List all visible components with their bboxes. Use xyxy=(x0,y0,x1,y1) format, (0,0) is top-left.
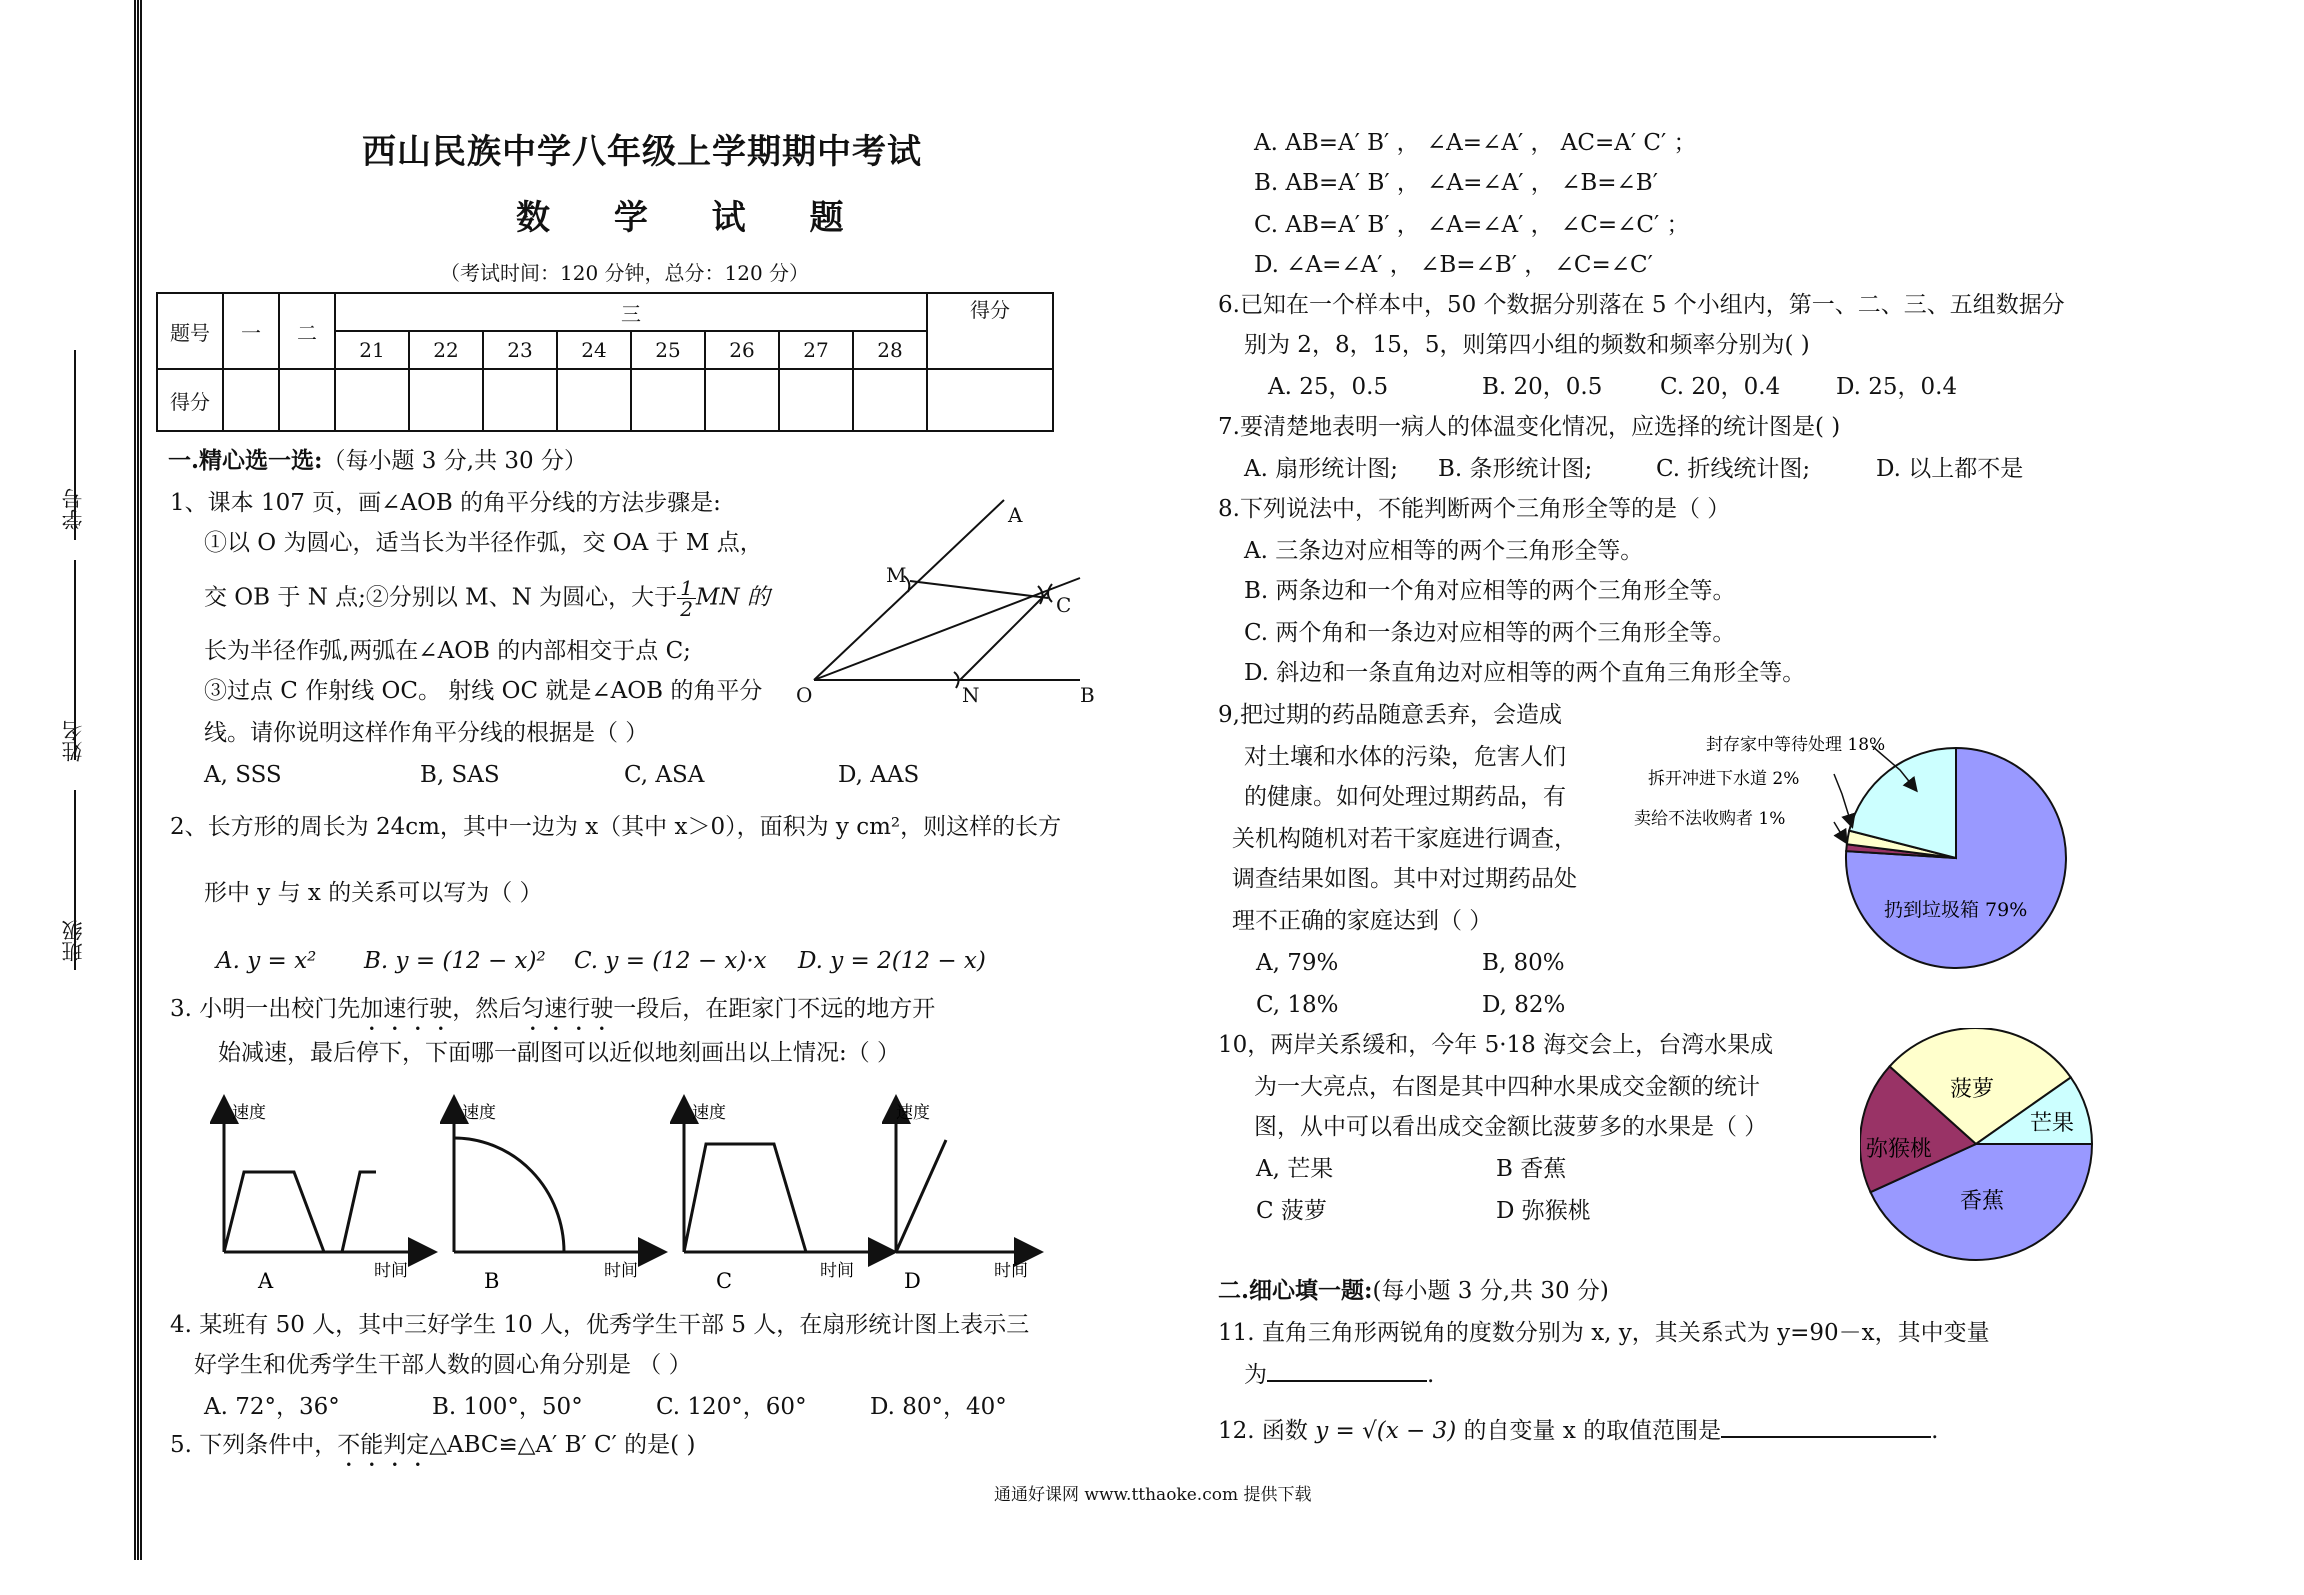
q7-option-c: C. 折线统计图; xyxy=(1656,456,1811,482)
score-table-sub: 23 xyxy=(483,331,557,369)
q3-graph-b xyxy=(440,1090,680,1290)
q11-answer-blank[interactable] xyxy=(1267,1358,1427,1382)
graph-d-ylabel: 速度 xyxy=(896,1103,930,1123)
q11-line1: 11. 直角三角形两锐角的度数分别为 x, y，其关系式为 y=90－x，其中变量 xyxy=(1218,1320,1990,1346)
q2-option-a: A. y = x² xyxy=(216,948,317,974)
q11-period: . xyxy=(1427,1362,1435,1388)
q9-pie-chart xyxy=(1620,722,2080,992)
score-cell xyxy=(409,369,483,431)
section1-title-rest: （每小题 3 分,共 30 分） xyxy=(322,448,587,474)
footer: 通通好课网 www.tthaoke.com 提供下载 xyxy=(994,1485,1312,1505)
score-table-sub: 21 xyxy=(335,331,409,369)
q4-option-b: B. 100°，50° xyxy=(432,1394,583,1420)
q1-angle-figure xyxy=(790,490,1110,710)
q5-emphasis: 不能判定 xyxy=(337,1432,430,1458)
score-cell xyxy=(853,369,927,431)
score-table-row-label: 得分 xyxy=(157,369,223,431)
q3-graph-c xyxy=(670,1090,910,1290)
q12-post: 的自变量 x 的取值范围是 xyxy=(1463,1418,1722,1444)
q1-line3 xyxy=(204,578,770,619)
section2-title-bold: 二.细心填一题: xyxy=(1218,1277,1373,1304)
q1-line4: 长为半径作弧,两弧在∠AOB 的内部相交于点 C; xyxy=(204,638,691,664)
q1-line3b: MN 的 xyxy=(695,584,770,611)
q5-line1 xyxy=(170,1430,695,1472)
q3-line1-post: 一段后，在距家门不远的地方开 xyxy=(613,996,936,1022)
q1-frac-num: 1 xyxy=(677,578,696,599)
q2-option-d: D. y = 2(12 − x) xyxy=(798,948,986,974)
student-no-label: 学号 xyxy=(61,488,85,530)
class-blank xyxy=(74,790,76,970)
q12-pre: 12. 函数 xyxy=(1218,1418,1308,1444)
q10-option-a: A, 芒果 xyxy=(1256,1156,1334,1182)
q3-line1-pre: 3. 小明一出校门先 xyxy=(170,996,361,1022)
q2-line2: 形中 y 与 x 的关系可以写为（ ） xyxy=(204,880,543,906)
score-cell xyxy=(705,369,779,431)
binding-line-inner xyxy=(140,0,142,1560)
q4-option-c: C. 120°，60° xyxy=(656,1394,807,1420)
q7-option-b: B. 条形统计图; xyxy=(1438,456,1593,482)
q4-line1: 4. 某班有 50 人，其中三好学生 10 人，优秀学生干部 5 人，在扇形统计图上表示三 xyxy=(170,1312,1030,1338)
student-no-blank xyxy=(74,350,76,540)
graph-a-curve-1 xyxy=(224,1172,324,1252)
score-cell xyxy=(335,369,409,431)
q12-formula: y = √(x − 3) xyxy=(1315,1418,1457,1444)
q7-line1: 7.要清楚地表明一病人的体温变化情况，应选择的统计图是( ) xyxy=(1218,414,1841,440)
score-table-sub: 27 xyxy=(779,331,853,369)
label-a: A xyxy=(1008,503,1023,527)
score-cell xyxy=(927,369,1053,431)
q8-option-c: C. 两个角和一条边对应相等的两个三角形全等。 xyxy=(1244,620,1736,646)
score-table-col-1: 一 xyxy=(223,293,279,369)
score-table-sub: 25 xyxy=(631,331,705,369)
q9-line6: 理不正确的家庭达到（ ） xyxy=(1232,908,1493,934)
q9-option-c: C, 18% xyxy=(1256,992,1339,1018)
q2-option-b: B. y = (12 − x)² xyxy=(364,948,546,974)
q6-option-a: A. 25，0.5 xyxy=(1268,374,1389,400)
q9-line3: 的健康。如何处理过期药品，有 xyxy=(1244,784,1566,810)
q9-line1: 9,把过期的药品随意丢弃，会造成 xyxy=(1218,702,1562,728)
label-m: M xyxy=(886,563,907,587)
pie2-label-mango: 芒果 xyxy=(2030,1111,2075,1136)
ray-oc xyxy=(814,578,1080,680)
q9-option-d: D, 82% xyxy=(1482,992,1566,1018)
q5-option-c: C. AB=A′ B′ ， ∠A=∠A′ ， ∠C=∠C′ ； xyxy=(1254,212,1690,238)
q1-option-b: B, SAS xyxy=(420,762,500,788)
q9-option-a: A, 79% xyxy=(1256,950,1339,976)
q8-option-d: D. 斜边和一条直角边对应相等的两个直角三角形全等。 xyxy=(1244,660,1806,686)
label-o: O xyxy=(796,683,813,707)
graph-c-curve xyxy=(684,1144,806,1252)
q5-option-a: A. AB=A′ B′ ， ∠A=∠A′ ， AC=A′ C′ ； xyxy=(1254,130,1697,156)
q4-option-a: A. 72°，36° xyxy=(204,1394,340,1420)
score-table-total: 得分 xyxy=(927,293,1053,369)
section1-title-bold: 一.精心选一选: xyxy=(168,447,323,474)
q1-fraction xyxy=(677,578,696,619)
q10-option-d: D 弥猴桃 xyxy=(1496,1198,1591,1224)
segment-nc xyxy=(960,592,1048,680)
score-cell xyxy=(779,369,853,431)
arc-c2 xyxy=(1048,584,1052,602)
q1-frac-den: 2 xyxy=(680,597,693,621)
q6-line1: 6.已知在一个样本中，50 个数据分别落在 5 个小组内，第一、二、三、五组数据分 xyxy=(1218,292,2065,318)
q7-option-d: D. 以上都不是 xyxy=(1876,456,2024,482)
q2-line1: 2、长方形的周长为 24cm，其中一边为 x（其中 x＞0），面积为 y cm²，则这样的长方 xyxy=(170,814,1062,840)
q3-emphasis-accelerate: 加速行驶 xyxy=(360,996,453,1022)
score-table xyxy=(156,292,1054,432)
score-table-col-3: 三 xyxy=(335,293,927,331)
q12-answer-blank[interactable] xyxy=(1721,1414,1931,1438)
score-table-sub: 28 xyxy=(853,331,927,369)
graph-b-letter: B xyxy=(484,1269,500,1290)
q10-line2: 为一大亮点，右图是其中四种水果成交金额的统计 xyxy=(1254,1074,1760,1100)
q10-option-c: C 菠萝 xyxy=(1256,1198,1327,1224)
q1-option-a: A, SSS xyxy=(204,762,282,788)
score-table-sub: 22 xyxy=(409,331,483,369)
q6-line2: 别为 2，8，15，5，则第四小组的频数和频率分别为( ) xyxy=(1244,332,1810,358)
q6-option-b: B. 20，0.5 xyxy=(1482,374,1603,400)
q11-line2-text: 为 xyxy=(1244,1362,1267,1388)
q1-option-d: D, AAS xyxy=(838,762,920,788)
graph-a-curve-2 xyxy=(342,1172,376,1252)
q12-line xyxy=(1218,1414,1938,1446)
q5-line1-pre: 5. 下列条件中， xyxy=(170,1432,338,1458)
label-n: N xyxy=(962,683,980,707)
graph-d-curve xyxy=(896,1140,946,1252)
q3-emphasis-uniform: 匀速行驶 xyxy=(521,996,614,1022)
graph-b-ylabel: 速度 xyxy=(462,1103,496,1123)
label-b: B xyxy=(1080,683,1095,707)
graph-d-xlabel: 时间 xyxy=(994,1261,1028,1281)
q1-line2: ①以 O 为圆心，适当长为半径作弧，交 OA 于 M 点， xyxy=(204,530,763,556)
label-c: C xyxy=(1056,593,1072,617)
q5-option-b: B. AB=A′ B′ ， ∠A=∠A′ ， ∠B=∠B′ xyxy=(1254,170,1658,196)
q8-line1: 8.下列说法中，不能判断两个三角形全等的是（ ） xyxy=(1218,496,1731,522)
q10-option-b: B 香蕉 xyxy=(1496,1156,1567,1182)
name-label: 姓名 xyxy=(61,720,85,762)
pie2-label-kiwi: 弥猴桃 xyxy=(1866,1137,1933,1162)
score-table-col-2: 二 xyxy=(279,293,335,369)
score-table-header-label: 题号 xyxy=(157,293,223,369)
q10-line3: 图，从中可以看出成交金额比菠萝多的水果是（ ） xyxy=(1254,1114,1768,1140)
q5-option-d: D. ∠A=∠A′ ， ∠B=∠B′ ， ∠C=∠C′ xyxy=(1254,252,1653,278)
score-cell xyxy=(557,369,631,431)
q8-option-a: A. 三条边对应相等的两个三角形全等。 xyxy=(1244,538,1644,564)
class-label: 班级 xyxy=(61,920,85,962)
q9-line5: 调查结果如图。其中对过期药品处 xyxy=(1232,866,1577,892)
q1-option-c: C, ASA xyxy=(624,762,705,788)
q10-line1: 10，两岸关系缓和，今年 5·18 海交会上，台湾水果成 xyxy=(1218,1032,1774,1058)
section2-title xyxy=(1218,1276,1609,1306)
graph-c-letter: C xyxy=(716,1269,733,1290)
page-subtitle: 数 学 试 题 xyxy=(516,198,870,238)
graph-a-xlabel: 时间 xyxy=(374,1261,408,1281)
q3-graph-a xyxy=(210,1090,450,1290)
name-blank xyxy=(74,560,76,760)
score-cell xyxy=(223,369,279,431)
q9-option-b: B, 80% xyxy=(1482,950,1565,976)
q3-line1-mid: ，然后 xyxy=(452,996,522,1022)
pie1-label-store: 封存家中等待处理 18% xyxy=(1706,735,1886,755)
q6-option-d: D. 25，0.4 xyxy=(1836,374,1958,400)
section1-title xyxy=(168,446,587,476)
q1-line5: ③过点 C 作射线 OC。 射线 OC 就是∠AOB 的角平分 xyxy=(204,678,763,704)
score-cell xyxy=(631,369,705,431)
graph-c-ylabel: 速度 xyxy=(692,1103,726,1123)
q3-line1 xyxy=(170,994,935,1036)
pie1-label-flush: 拆开冲进下水道 2% xyxy=(1648,769,1800,789)
segment-mc xyxy=(910,581,1048,598)
score-cell xyxy=(483,369,557,431)
q8-option-b: B. 两条边和一个角对应相等的两个三角形全等。 xyxy=(1244,578,1736,604)
q3-graph-d xyxy=(882,1090,1122,1290)
graph-b-curve xyxy=(454,1138,564,1252)
page-title: 西山民族中学八年级上学期期中考试 xyxy=(362,132,922,172)
q1-line3a: 交 OB 于 N 点;②分别以 M、N 为圆心，大于 xyxy=(204,584,678,611)
q4-option-d: D. 80°，40° xyxy=(870,1394,1007,1420)
binding-line xyxy=(134,0,139,1560)
score-table-sub: 26 xyxy=(705,331,779,369)
graph-b-xlabel: 时间 xyxy=(604,1261,638,1281)
q6-option-c: C. 20，0.4 xyxy=(1660,374,1781,400)
pie2-label-pineapple: 菠萝 xyxy=(1950,1077,1995,1102)
pie1-label-trash: 扔到垃圾箱 79% xyxy=(1884,899,2028,921)
q4-line2: 好学生和优秀学生干部人数的圆心角分别是 （ ） xyxy=(194,1352,692,1378)
pie1-label-sell: 卖给不法收购者 1% xyxy=(1634,809,1786,829)
q9-line2: 对土壤和水体的污染，危害人们 xyxy=(1244,744,1566,770)
graph-d-letter: D xyxy=(904,1269,921,1290)
graph-a-ylabel: 速度 xyxy=(232,1103,266,1123)
q11-line2 xyxy=(1244,1358,1434,1390)
q7-option-a: A. 扇形统计图; xyxy=(1244,456,1398,482)
q12-period: . xyxy=(1931,1418,1939,1444)
graph-c-xlabel: 时间 xyxy=(820,1261,854,1281)
q1-line6: 线。请你说明这样作角平分线的根据是（ ） xyxy=(204,720,649,746)
exam-info: （考试时间：120 分钟，总分：120 分） xyxy=(440,261,810,285)
q10-pie-chart xyxy=(1860,1028,2100,1264)
q9-line4: 关机构随机对若干家庭进行调查， xyxy=(1232,826,1577,852)
q2-option-c: C. y = (12 − x)·x xyxy=(574,948,767,974)
section2-title-rest: (每小题 3 分,共 30 分) xyxy=(1372,1278,1609,1304)
pie2-label-banana: 香蕉 xyxy=(1960,1189,2005,1214)
score-table-sub: 24 xyxy=(557,331,631,369)
q3-line2: 始减速，最后停下，下面哪一副图可以近似地刻画出以上情况:（ ） xyxy=(218,1040,901,1066)
graph-a-letter: A xyxy=(258,1269,274,1290)
q1-line1: 1、课本 107 页，画∠AOB 的角平分线的方法步骤是: xyxy=(170,490,721,516)
score-cell xyxy=(279,369,335,431)
q5-line1-post: △ABC≌△A′ B′ C′ 的是( ) xyxy=(429,1432,696,1458)
